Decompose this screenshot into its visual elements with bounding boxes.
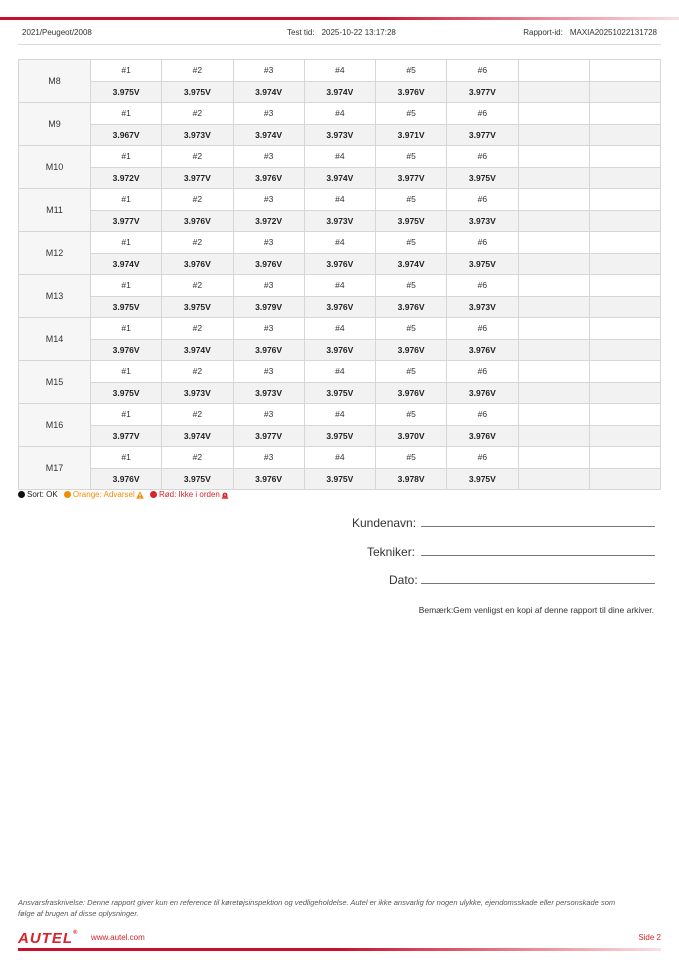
cell-voltage: 3.972V [233,210,304,232]
cell-voltage: 3.973V [447,210,518,232]
cell-voltage: 3.974V [162,339,233,361]
cell-index: #3 [233,103,304,125]
legend-warning: Orange: Advarsel [64,490,144,499]
cell-voltage: 3.976V [162,210,233,232]
empty-cell [518,404,589,426]
cell-voltage: 3.974V [91,253,162,275]
test-time-label: Test tid: [287,28,315,37]
module-label: M17 [19,447,91,490]
cell-voltage: 3.976V [376,382,447,404]
cell-index: #6 [447,447,518,469]
customer-name-label: Kundenavn: [352,516,417,530]
empty-cell [518,60,589,82]
technician-label: Tekniker: [367,545,416,559]
technician-field[interactable] [367,545,415,559]
cell-index: #3 [233,361,304,383]
cell-voltage: 3.975V [162,296,233,318]
cell-index: #5 [376,447,447,469]
cell-voltage: 3.976V [304,253,375,275]
cell-voltage: 3.973V [162,382,233,404]
website-link[interactable]: www.autel.com [91,933,145,942]
empty-cell [589,146,660,168]
cell-voltage-row [19,468,661,490]
empty-cell [589,447,660,469]
cell-index: #2 [162,60,233,82]
cell-voltage: 3.977V [91,210,162,232]
cell-index: #2 [162,232,233,254]
cell-index: #4 [304,275,375,297]
cell-voltage: 3.974V [162,425,233,447]
empty-cell [589,103,660,125]
cell-index-row [19,189,661,211]
module-label: M8 [19,60,91,103]
cell-index: #5 [376,404,447,426]
empty-cell [518,103,589,125]
module-label: M9 [19,103,91,146]
empty-cell [589,232,660,254]
cell-index-row [19,447,661,469]
cell-voltage-row [19,425,661,447]
cell-voltage: 3.976V [162,253,233,275]
empty-cell [518,296,589,318]
cell-voltage: 3.973V [304,124,375,146]
cell-voltage: 3.975V [91,81,162,103]
cell-index: #4 [304,404,375,426]
empty-cell [518,81,589,103]
report-id [523,28,657,37]
report-id-value: MAXIA20251022131728 [569,28,657,37]
empty-cell [589,253,660,275]
red-dot-icon [150,491,157,498]
cell-voltage: 3.977V [162,167,233,189]
empty-cell [589,60,660,82]
cell-voltage: 3.978V [376,468,447,490]
cell-index-row [19,146,661,168]
cell-index-row [19,275,661,297]
cell-voltage: 3.977V [447,124,518,146]
cell-voltage: 3.976V [376,296,447,318]
cell-index-row [19,103,661,125]
customer-name-field[interactable] [352,516,416,530]
report-footer [18,930,661,946]
cell-index: #4 [304,103,375,125]
cell-voltage: 3.975V [162,468,233,490]
page-number: Side 2 [638,933,661,942]
cell-index: #6 [447,275,518,297]
cell-index: #3 [233,60,304,82]
empty-cell [518,468,589,490]
cell-voltage: 3.974V [376,253,447,275]
cell-voltage: 3.975V [447,253,518,275]
empty-cell [589,81,660,103]
empty-cell [589,189,660,211]
cell-voltage: 3.976V [233,339,304,361]
cell-index: #5 [376,361,447,383]
cell-index: #5 [376,232,447,254]
cell-index: #5 [376,275,447,297]
cell-voltage: 3.967V [91,124,162,146]
cell-index: #5 [376,60,447,82]
empty-cell [518,275,589,297]
cell-index: #3 [233,318,304,340]
module-label: M16 [19,404,91,447]
cell-index: #2 [162,275,233,297]
empty-cell [589,167,660,189]
cell-voltage: 3.976V [233,253,304,275]
cell-voltage: 3.975V [447,468,518,490]
cell-index-row [19,318,661,340]
empty-cell [518,318,589,340]
cell-voltage-row [19,167,661,189]
cell-index: #2 [162,447,233,469]
cell-voltage: 3.973V [162,124,233,146]
empty-cell [518,189,589,211]
cell-index: #5 [376,318,447,340]
warning-triangle-icon [136,491,144,499]
cell-index: #6 [447,189,518,211]
cell-voltage: 3.976V [376,81,447,103]
orange-dot-icon [64,491,71,498]
empty-cell [518,210,589,232]
cell-index-row [19,232,661,254]
cell-voltage: 3.975V [376,210,447,232]
test-time [287,28,396,37]
cell-index: #2 [162,404,233,426]
cell-index: #1 [91,103,162,125]
cell-index: #4 [304,232,375,254]
cell-voltage: 3.976V [233,468,304,490]
cell-voltage-row [19,81,661,103]
empty-cell [518,167,589,189]
cell-voltage: 3.971V [376,124,447,146]
cell-voltage: 3.975V [447,167,518,189]
cell-index-row [19,361,661,383]
cell-voltage: 3.972V [91,167,162,189]
empty-cell [518,382,589,404]
cell-voltage-row [19,339,661,361]
cell-index: #5 [376,189,447,211]
vehicle-info: 2021/Peugeot/2008 [22,28,92,37]
cell-index: #1 [91,361,162,383]
cell-voltage: 3.975V [162,81,233,103]
cell-index: #1 [91,275,162,297]
status-legend [18,490,233,500]
cell-index: #4 [304,189,375,211]
cell-index: #3 [233,189,304,211]
cell-voltage: 3.973V [304,210,375,232]
cell-voltage: 3.977V [447,81,518,103]
legend-error: Rød: Ikke i orden [150,490,229,499]
cell-voltage: 3.979V [233,296,304,318]
disclaimer-text: Ansvarsfraskrivelse: Denne rapport giver kun en reference til køretøjsinspektion og vedligeholdelse. Autel er ikke ansvarlig for nogen ulykke, ejendomsskade eller personskade som følge af brugen af disse oplysninger. [18,898,616,918]
date-label: Dato: [389,573,418,587]
cell-index: #4 [304,146,375,168]
cell-index: #5 [376,103,447,125]
cell-voltage: 3.976V [304,339,375,361]
cell-voltage: 3.976V [91,468,162,490]
black-dot-icon [18,491,25,498]
report-id-label: Rapport-id: [523,28,563,37]
cell-index: #3 [233,146,304,168]
legend-ok: Sort: OK [18,490,58,499]
cell-voltage: 3.977V [376,167,447,189]
cell-index: #6 [447,232,518,254]
cell-index: #1 [91,447,162,469]
archive-note: Bemærk:Gem venligst en kopi af denne rapport til dine arkiver. [418,605,654,615]
cell-index: #3 [233,232,304,254]
cell-voltage: 3.976V [447,382,518,404]
cell-index: #2 [162,189,233,211]
cell-index: #6 [447,103,518,125]
empty-cell [589,404,660,426]
cell-voltage: 3.975V [91,296,162,318]
cell-index: #1 [91,146,162,168]
module-label: M13 [19,275,91,318]
empty-cell [518,361,589,383]
cell-voltage-table [18,59,661,490]
empty-cell [589,468,660,490]
empty-cell [518,232,589,254]
cell-index: #4 [304,318,375,340]
cell-voltage: 3.977V [233,425,304,447]
cell-voltage-row [19,210,661,232]
empty-cell [589,275,660,297]
empty-cell [518,253,589,275]
date-field[interactable] [389,573,418,587]
cell-voltage: 3.973V [233,382,304,404]
cell-index: #6 [447,361,518,383]
cell-voltage: 3.975V [304,468,375,490]
empty-cell [518,425,589,447]
cell-index: #4 [304,447,375,469]
cell-index: #1 [91,404,162,426]
empty-cell [589,210,660,232]
module-label: M15 [19,361,91,404]
cell-index: #2 [162,318,233,340]
cell-voltage: 3.976V [91,339,162,361]
cell-index: #6 [447,60,518,82]
empty-cell [518,339,589,361]
autel-logo: AUTEL® [18,930,79,947]
top-accent-bar [0,17,679,20]
cell-index-row [19,60,661,82]
header-divider [18,44,661,45]
cell-index: #4 [304,60,375,82]
cell-index: #2 [162,103,233,125]
cell-voltage: 3.970V [376,425,447,447]
cell-voltage: 3.975V [304,425,375,447]
cell-index: #3 [233,404,304,426]
cell-voltage-row [19,253,661,275]
cell-voltage: 3.974V [233,124,304,146]
cell-index: #3 [233,447,304,469]
cell-voltage: 3.974V [304,167,375,189]
empty-cell [589,382,660,404]
empty-cell [589,425,660,447]
cell-index: #2 [162,146,233,168]
cell-index: #1 [91,189,162,211]
cell-voltage-row [19,124,661,146]
cell-voltage: 3.976V [304,296,375,318]
cell-voltage: 3.975V [91,382,162,404]
cell-index: #6 [447,404,518,426]
module-label: M14 [19,318,91,361]
cell-voltage: 3.975V [304,382,375,404]
cell-voltage: 3.974V [233,81,304,103]
bottom-accent-bar [18,948,661,951]
empty-cell [518,124,589,146]
module-label: M10 [19,146,91,189]
cell-voltage-row [19,382,661,404]
report-header [18,28,661,40]
module-label: M12 [19,232,91,275]
cell-voltage: 3.974V [304,81,375,103]
cell-voltage: 3.977V [91,425,162,447]
cell-voltage: 3.976V [233,167,304,189]
cell-index: #1 [91,60,162,82]
test-time-value: 2025-10-22 13:17:28 [321,28,396,37]
cell-index: #4 [304,361,375,383]
cell-index: #1 [91,232,162,254]
empty-cell [589,124,660,146]
cell-voltage: 3.973V [447,296,518,318]
cell-index: #5 [376,146,447,168]
cell-voltage: 3.976V [376,339,447,361]
empty-cell [589,361,660,383]
empty-cell [589,296,660,318]
cell-index: #6 [447,318,518,340]
empty-cell [518,447,589,469]
empty-cell [589,318,660,340]
cell-index: #3 [233,275,304,297]
empty-cell [518,146,589,168]
cell-index: #6 [447,146,518,168]
cell-index: #2 [162,361,233,383]
cell-index-row [19,404,661,426]
cell-voltage: 3.976V [447,339,518,361]
cell-voltage-row [19,296,661,318]
cell-index: #1 [91,318,162,340]
module-label: M11 [19,189,91,232]
empty-cell [589,339,660,361]
alarm-light-icon [221,491,229,499]
cell-voltage: 3.976V [447,425,518,447]
